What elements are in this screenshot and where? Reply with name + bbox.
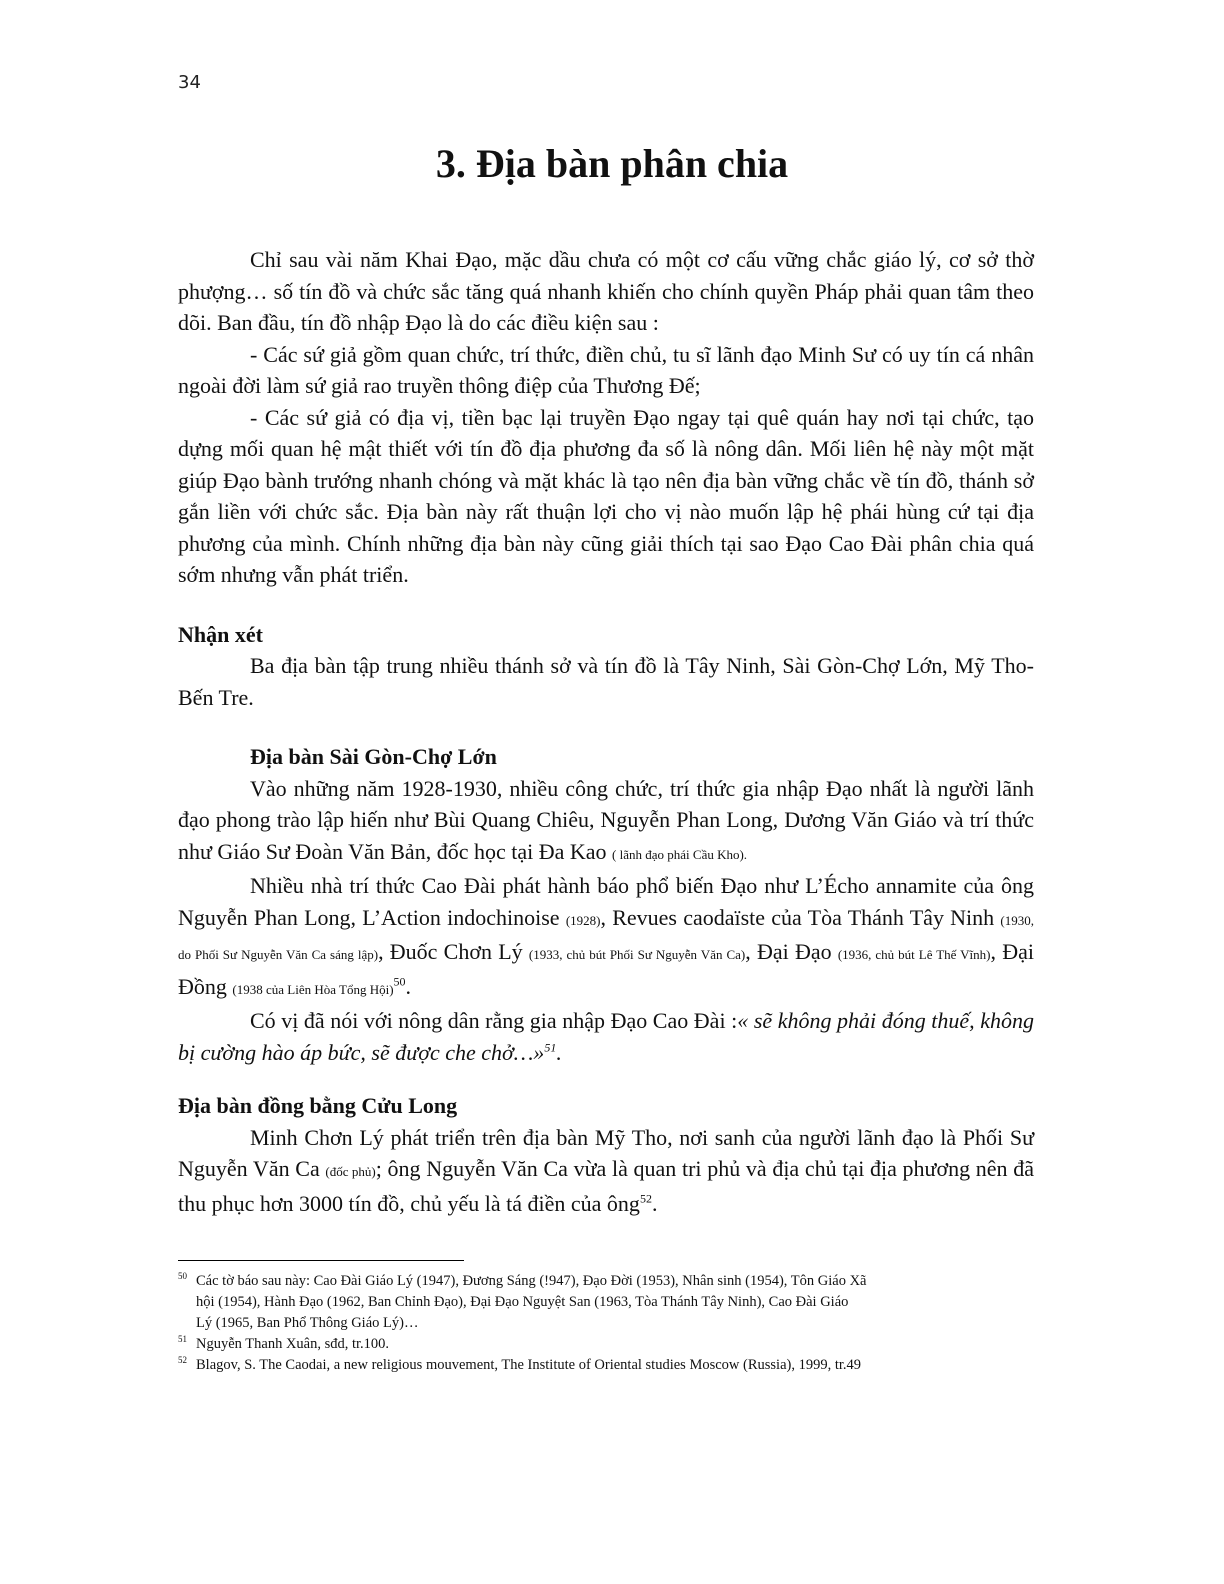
cuu-long-p1-note: (đốc phủ) — [325, 1164, 376, 1179]
saigon-p2-d: (1930, do Phối Sư Nguyễn Văn Ca sáng lập) — [178, 912, 1034, 962]
saigon-p2-h: (1936, chủ bút Lê Thế Vĩnh) — [837, 947, 991, 962]
footnote-text: Blagov, S. The Caodai, a new religious mouvement, The Institute of Oriental studies Moscow (Russia), 1999, tr.49 — [196, 1357, 862, 1373]
cuu-long-paragraph — [178, 1122, 1034, 1220]
saigon-p2-a: Nhiều nhà trí thức Cao Đài phát hành báo phổ biến Đạo như L’Écho annamite của ông Nguyễn Phan Long, L’Action indochinoise — [178, 873, 1034, 930]
cuu-long-p1-end: . — [651, 1190, 658, 1216]
saigon-paragraph-3 — [178, 1005, 1034, 1068]
footnote-number: 51 — [178, 1334, 187, 1345]
body-text — [178, 244, 1034, 1219]
saigon-p3-end: . — [556, 1039, 562, 1065]
saigon-paragraph-2 — [178, 870, 1034, 1005]
footnote-text: Nguyễn Thanh Xuân, sđd, tr.100. — [196, 1336, 390, 1352]
saigon-p2-j: (1938 của Liên Hòa Tổng Hội) — [232, 981, 394, 997]
footnote-ref-52: 52 — [639, 1191, 652, 1206]
nhan-xet-paragraph: Ba địa bàn tập trung nhiều thánh sở và tín đồ là Tây Ninh, Sài Gòn-Chợ Lớn, Mỹ Tho-Bến Tre. — [178, 653, 1034, 710]
footnote-ref-50: 50 — [393, 974, 406, 989]
footnote-number: 52 — [178, 1355, 187, 1366]
saigon-p2-g: , Đại Đạo — [745, 939, 838, 964]
footnote-51 — [178, 1334, 868, 1355]
footnote-50 — [178, 1271, 868, 1334]
footnote-number: 50 — [178, 1271, 187, 1282]
saigon-p3-a: Có vị đã nói với nông dân rằng gia nhập Đạo Cao Đài : — [250, 1008, 738, 1033]
cuu-long-p1-a: Minh Chơn Lý phát triển trên địa bàn Mỹ Tho, nơi sanh của người lãnh đạo là Phối Sư Nguyễn Văn Ca — [178, 1124, 1034, 1181]
cuu-long-p1-b: ; ông Nguyễn Văn Ca vừa là quan tri phủ và địa chủ tại địa phương nên đã thu phục hơn 3000 tín đồ, chủ yếu là tá điền của ông — [178, 1156, 1034, 1216]
chapter-title: 3. Địa bàn phân chia — [435, 141, 789, 186]
saigon-p2-b: (1928) — [565, 912, 601, 928]
intro-paragraph-3: - Các sứ giả có địa vị, tiền bạc lại truyền Đạo ngay tại quê quán hay nơi tại chức, tạo dựng mối quan hệ mật thiết với tín đồ địa phương đa số là nông dân. Mối liên hệ này một mặt giúp Đạo bành trướng nhanh chóng và mặt khác là tạo nên địa bàn vững chắc về tín đồ, thánh sở gắn liền với chức sắc. Địa bàn này rất thuận lợi cho vị nào muốn lập hệ phái hùng cứ tại địa phương của mình. Chính những địa bàn này cũng giải thích tại sao Đạo Cao Đài phân chia quá sớm nhưng vẫn phát triển. — [178, 404, 1034, 587]
saigon-paragraph-1 — [178, 773, 1034, 871]
saigon-p2-end: . — [405, 973, 412, 999]
saigon-p2-i: , Đại Đồng — [178, 939, 1034, 999]
footnote-52 — [178, 1355, 868, 1376]
intro-paragraph-2: - Các sứ giả gồm quan chức, trí thức, điền chủ, tu sĩ lãnh đạo Minh Sư có uy tín cá nhân ngoài đời làm sứ giả rao truyền thông điệp của Thương Đế; — [178, 341, 1034, 398]
intro-paragraph-1: Chỉ sau vài năm Khai Đạo, mặc dầu chưa có một cơ cấu vững chắc giáo lý, cơ sở thờ phượng… số tín đồ và chức sắc tăng quá nhanh khiến cho chính quyền Pháp phải quan tâm theo dõi. Ban đầu, tín đồ nhập Đạo là do các điều kiện sau : — [178, 247, 1034, 335]
saigon-p2-c: , Revues caodaïste của Tòa Thánh Tây Ninh — [600, 904, 1001, 930]
footnote-separator — [178, 1260, 464, 1261]
saigon-p1-text: Vào những năm 1928-1930, nhiều công chức, trí thức gia nhập Đạo nhất là người lãnh đạo phong trào lập hiến như Bùi Quang Chiêu, Nguyễn Phan Long, Dương Văn Giáo và trí thức như Giáo Sư Đoàn Văn Bản, đốc học tại Đa Kao — [178, 775, 1034, 864]
section-heading-cuu-long: Địa bàn đồng bằng Cửu Long — [178, 1093, 458, 1118]
footnotes — [178, 1271, 868, 1376]
saigon-p2-e: , Đuốc Chơn Lý — [378, 939, 529, 964]
footnote-ref-51: 51 — [544, 1040, 557, 1055]
saigon-p3-quote: « sẽ không phải đóng thuế, không bị cường hào áp bức, sẽ được che chở…» — [178, 1008, 1034, 1065]
saigon-p2-f: (1933, chủ bút Phối Sư Nguyễn Văn Ca) — [528, 947, 746, 962]
footnote-text: Các tờ báo sau này: Cao Đài Giáo Lý (1947), Đương Sáng (!947), Đạo Đời (1953), Nhân sinh (1954), Tôn Giáo Xã hội (1954), Hành Đạo (1962, Ban Chỉnh Đạo), Đại Đạo Nguyệt San (1963, Tòa Thánh Tây Ninh), Cao Đài Giáo Lý (1965, Ban Phổ Thông Giáo Lý)… — [196, 1273, 867, 1331]
section-heading-saigon: Địa bàn Sài Gòn-Chợ Lớn — [250, 744, 497, 769]
page-number: 34 — [178, 72, 201, 93]
section-heading-nhan-xet: Nhận xét — [178, 621, 263, 647]
saigon-p1-note: ( lãnh đạo phái Cầu Kho). — [612, 846, 748, 862]
